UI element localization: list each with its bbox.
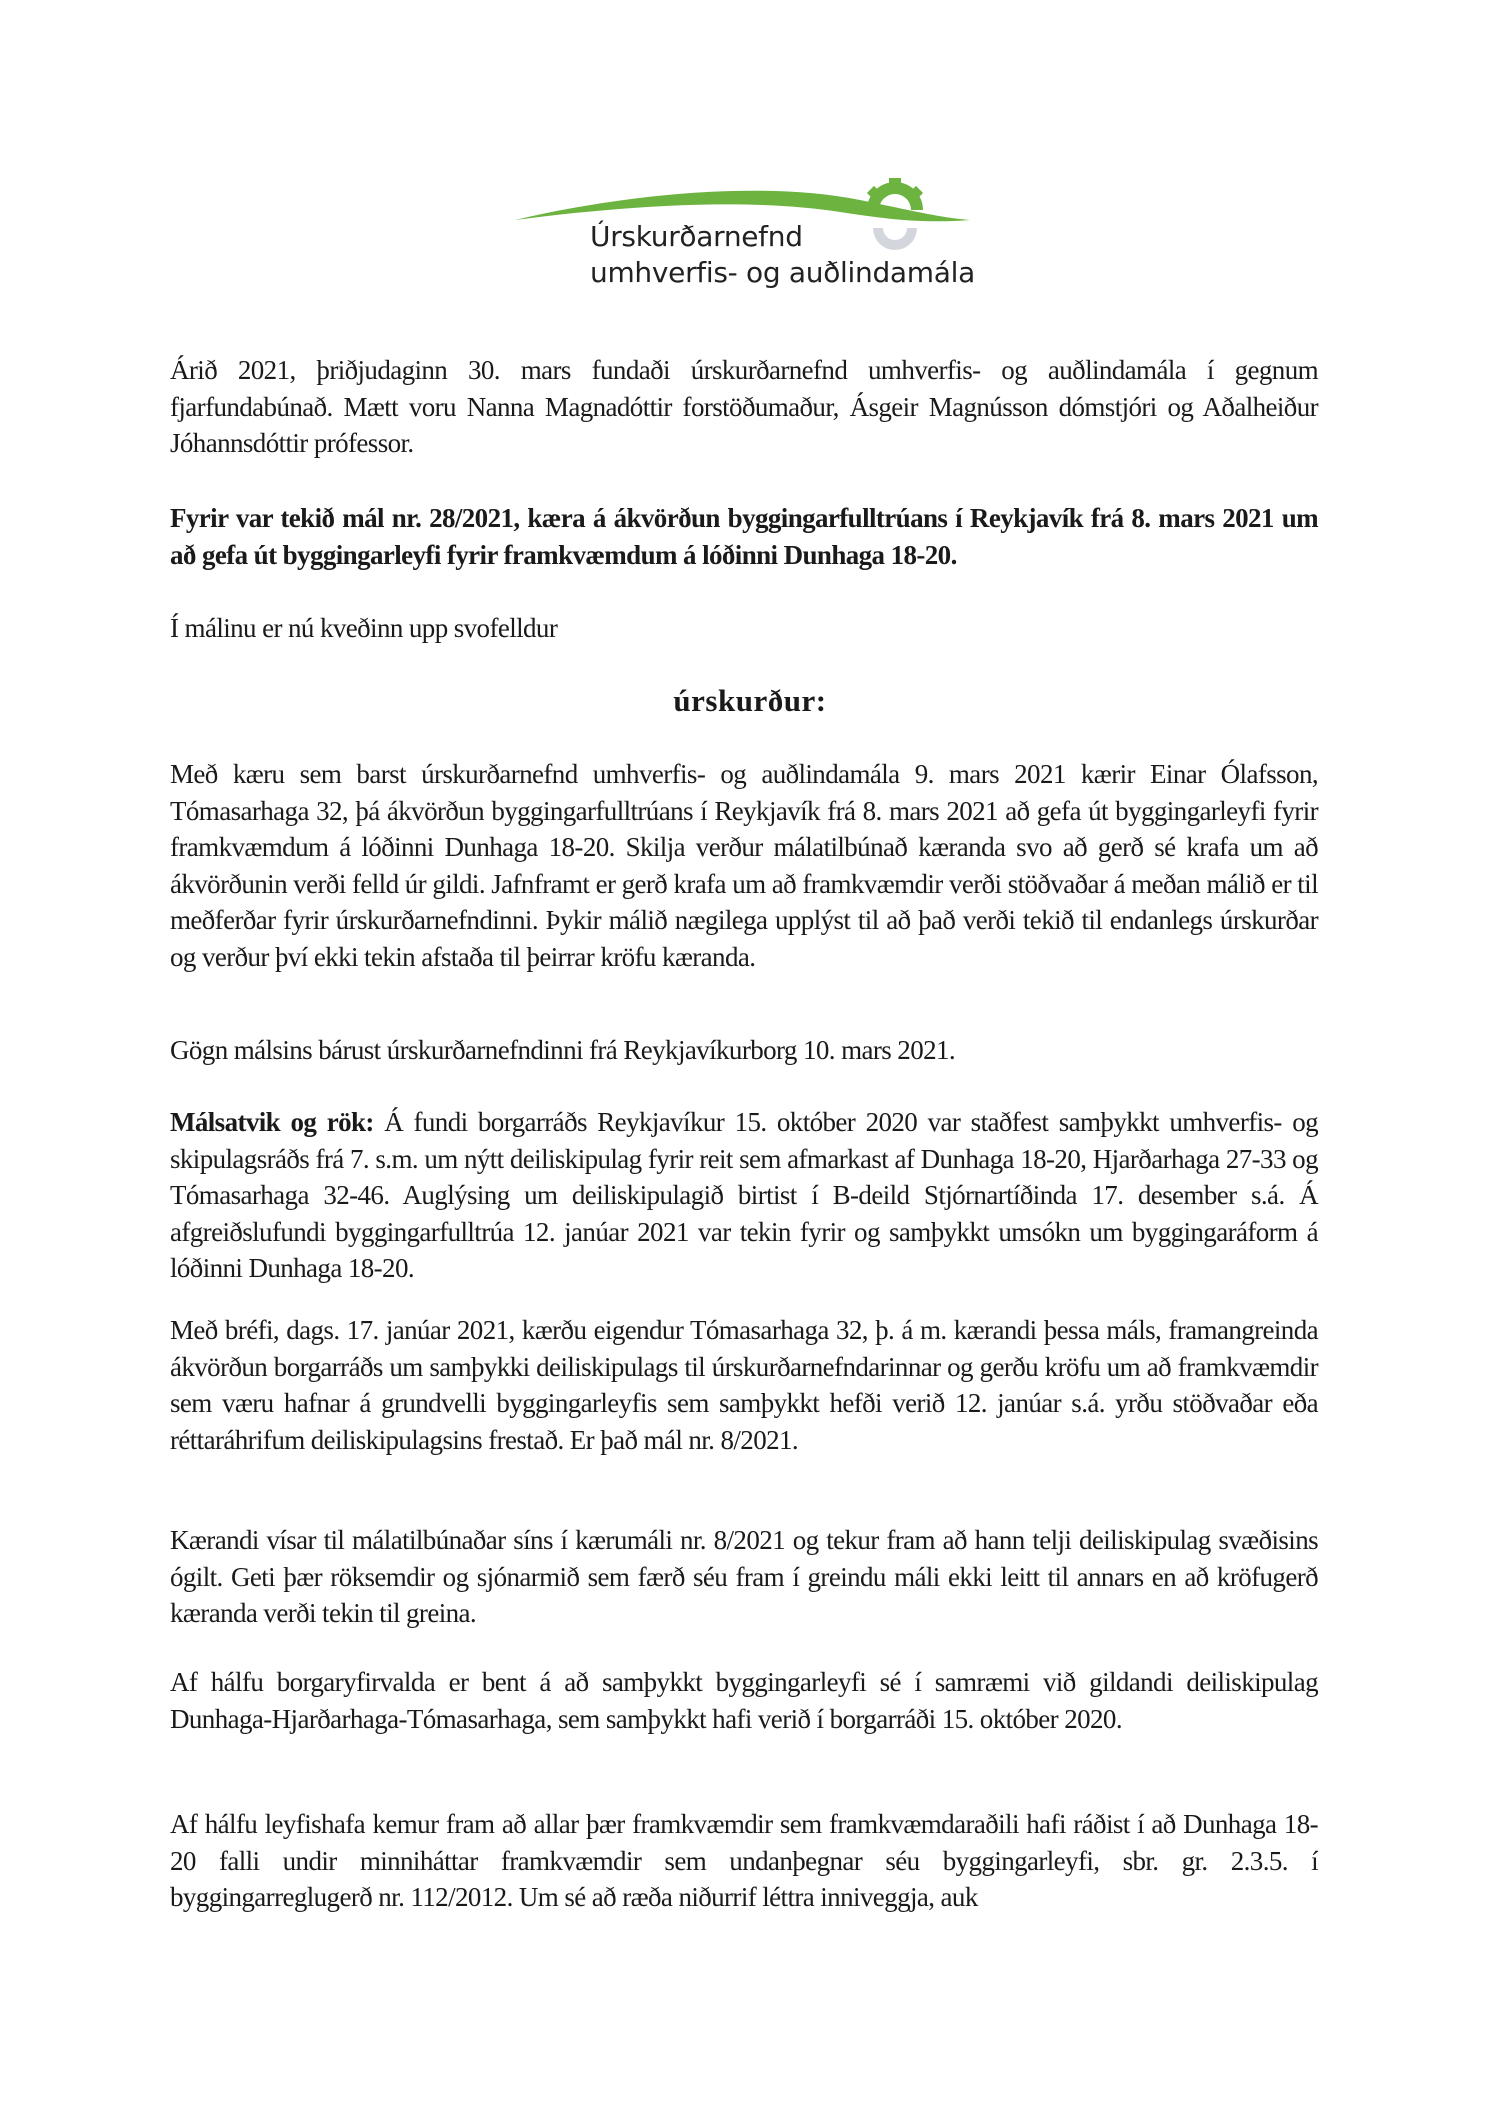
paragraph-complaint: Með kæru sem barst úrskurðarnefnd umhverfis- og auðlindamála 9. mars 2021 kærir Einar Ólafsson, Tómasarhaga 32, þá ákvörðun byggingarfulltrúans í Reykjavík frá 8. mars 2021 að gefa út byggingarleyfi fyrir framkvæmdum á lóðinni Dunhaga 18-20. Skilja verður málatilbúnað kæranda svo að gerð sé krafa um að ákvörðunin verði felld úr gildi. Jafnframt er gerð krafa um að framkvæmdir verði stöðvaðar á meðan málið er til meðferðar fyrir úrskurðarnefndinni. Þykir málið nægilega upplýst til að það verði tekið til endanlegs úrskurðar og verður því ekki tekin afstaða til þeirrar kröfu kæranda. — [170, 759, 1318, 972]
paragraph-facts — [170, 1104, 1318, 1287]
paragraph-complainant: Kærandi vísar til málatilbúnaðar síns í kærumáli nr. 8/2021 og tekur fram að hann telji deiliskipulag svæðisins ógilt. Geti þær röksemdir og sjónarmið sem færð séu fram í greindu máli ekki leitt til annars en að kröfugerð kæranda verði tekin til greina. — [170, 1525, 1318, 1628]
facts-label: Málsatvik og rök: — [170, 1107, 374, 1137]
paragraph-documents: Gögn málsins bárust úrskurðarnefndinni frá Reykjavíkurborg 10. mars 2021. — [170, 1035, 956, 1065]
case-statement: Fyrir var tekið mál nr. 28/2021, kæra á ákvörðun byggingarfulltrúans í Reykjavík frá 8. mars 2021 um að gefa út byggingarleyfi fyrir framkvæmdum á lóðinni Dunhaga 18-20. — [170, 503, 1318, 570]
organization-logo — [500, 160, 1000, 300]
logo-title-line1: Úrskurðarnefnd — [590, 220, 803, 253]
facts-text: Á fundi borgarráðs Reykjavíkur 15. október 2020 var staðfest samþykkt umhverfis- og skipulagsráðs frá 7. s.m. um nýtt deiliskipulag fyrir reit sem afmarkast af Dunhaga 18-20, Hjarðarhaga 27-33 og Tómasarhaga 32-46. Auglýsing um deiliskipulagið birtist í B-deild Stjórnartíðinda 17. desember s.á. Á afgreiðslufundi byggingarfulltrúa 12. janúar 2021 var tekin fyrir og samþykkt umsókn um byggingaráform á lóðinni Dunhaga 18-20. — [170, 1107, 1319, 1283]
logo-title-line2: umhverfis- og auðlindamála — [590, 256, 975, 289]
intro-paragraph: Árið 2021, þriðjudaginn 30. mars fundaði úrskurðarnefnd umhverfis- og auðlindamála í gegnum fjarfundabúnað. Mætt voru Nanna Magnadóttir forstöðumaður, Ásgeir Magnússon dómstjóri og Aðalheiður Jóhannsdóttir prófessor. — [170, 355, 1318, 458]
lead-in: Í málinu er nú kveðinn upp svofelldur — [170, 613, 558, 643]
paragraph-city: Af hálfu borgaryfirvalda er bent á að samþykkt byggingarleyfi sé í samræmi við gildandi deiliskipulag Dunhaga-Hjarðarhaga-Tómasarhaga, sem samþykkt hafi verið í borgarráði 15. október 2020. — [170, 1667, 1318, 1734]
ruling-heading: úrskurður: — [673, 683, 827, 718]
paragraph-permit-holder: Af hálfu leyfishafa kemur fram að allar þær framkvæmdir sem framkvæmdaraðili hafi ráðist í að Dunhaga 18-20 falli undir minniháttar framkvæmdir sem undanþegnar séu byggingarleyfi, sbr. gr. 2.3.5. í byggingarreglugerð nr. 112/2012. Um sé að ræða niðurrif léttra inniveggja, auk — [170, 1809, 1318, 1912]
paragraph-letter: Með bréfi, dags. 17. janúar 2021, kærðu eigendur Tómasarhaga 32, þ. á m. kærandi þessa máls, framangreinda ákvörðun borgarráðs um samþykki deiliskipulags til úrskurðarnefndarinnar og gerðu kröfu um að framkvæmdir sem væru hafnar á grundvelli byggingarleyfis sem samþykkt hefði verið 12. janúar s.á. yrðu stöðvaðar eða réttaráhrifum deiliskipulagsins frestað. Er það mál nr. 8/2021. — [170, 1315, 1318, 1455]
